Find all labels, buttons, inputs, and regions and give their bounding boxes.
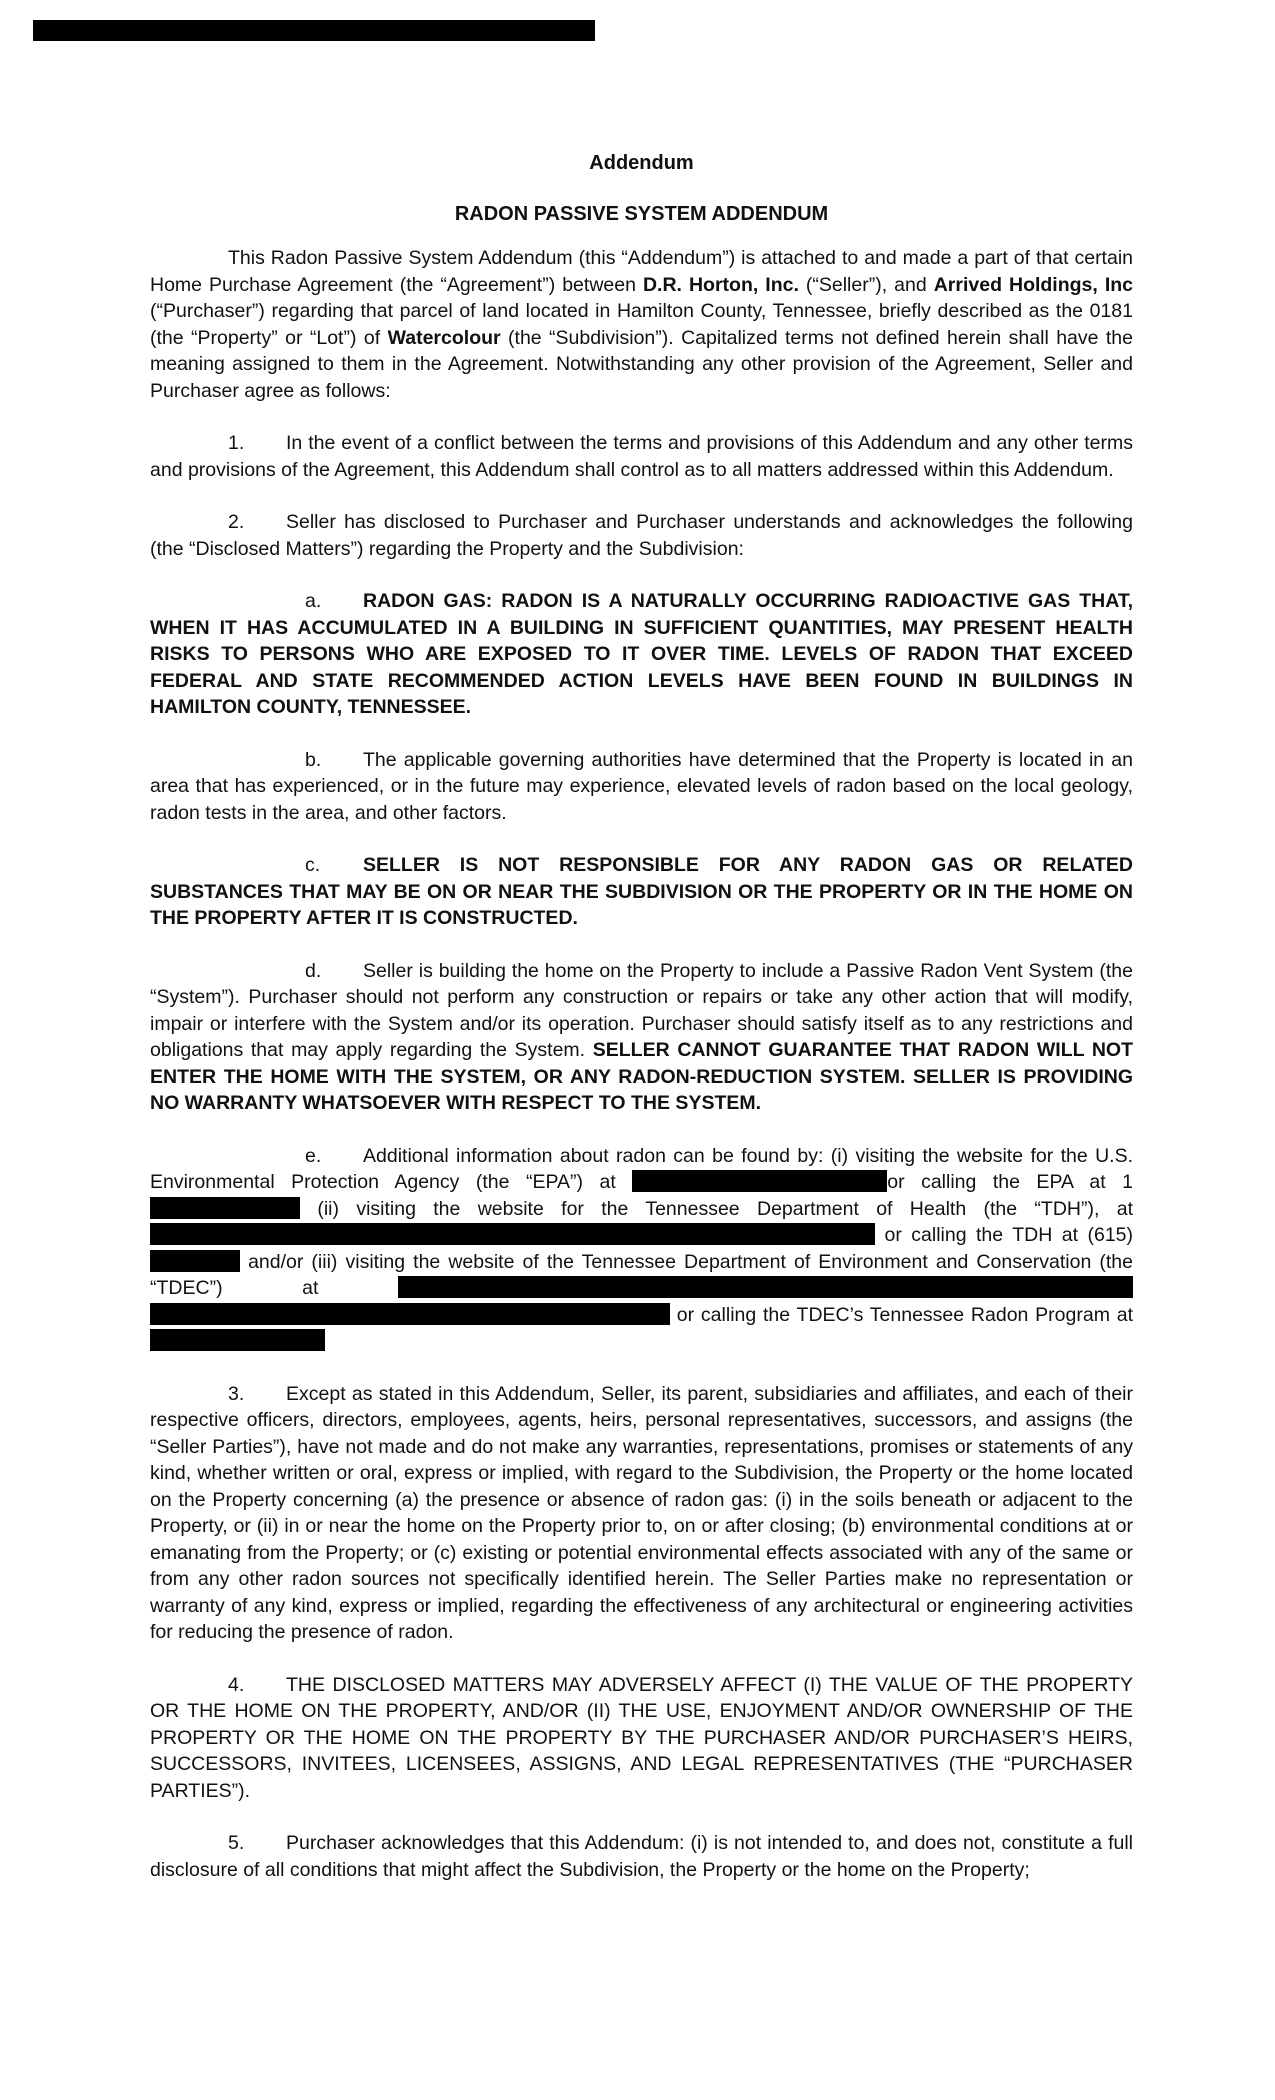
section-2-text: Seller has disclosed to Purchaser and Purchaser understands and acknowledges the following (the “Disclosed Matters”) regarding the Property and the Subdivision: — [150, 511, 1133, 560]
item-e — [150, 1143, 1133, 1355]
intro-paragraph — [150, 245, 1133, 404]
item-c-label: c. — [305, 854, 321, 876]
item-b — [150, 747, 1133, 827]
redacted-tdec-link — [150, 1303, 670, 1325]
item-a — [150, 588, 1133, 721]
section-5-text: Purchaser acknowledges that this Addendum: (i) is not intended to, and does not, constitute a full disclosure of all conditions that might affect the Subdivision, the Property or the home on the Property; — [150, 1832, 1133, 1881]
document-page — [150, 150, 1133, 1909]
section-1 — [150, 430, 1133, 483]
section-5-number: 5. — [228, 1832, 245, 1854]
item-c-text: SELLER IS NOT RESPONSIBLE FOR ANY RADON GAS OR RELATED SUBSTANCES THAT MAY BE ON OR NEAR THE SUBDIVISION OR THE PROPERTY OR IN THE HOME ON THE PROPERTY AFTER IT IS CONSTRUCTED. — [150, 854, 1133, 929]
redacted-tdec-url — [398, 1276, 1133, 1298]
item-d-label: d. — [305, 959, 322, 982]
subdivision-name: Watercolour — [387, 326, 501, 349]
section-4 — [150, 1672, 1133, 1805]
section-3-number: 3. — [228, 1382, 245, 1405]
item-a-text: RADON GAS: RADON IS A NATURALLY OCCURRING RADIOACTIVE GAS THAT, WHEN IT HAS ACCUMULATED IN A BUILDING IN SUFFICIENT QUANTITIES, MAY PRESENT HEALTH RISKS TO PERSONS WHO ARE EXPOSED TO IT OVER TIME. LEVELS OF RADON THAT EXCEED FEDERAL AND STATE RECOMMENDED ACTION LEVELS HAVE BEEN FOUND IN BUILDINGS IN HAMILTON COUNTY, TENNESSEE. — [150, 590, 1133, 718]
redacted-epa-phone — [150, 1197, 300, 1219]
redacted-tdh-url — [150, 1223, 875, 1245]
item-e-text-4: or calling the TDH at (615) — [884, 1224, 1134, 1246]
item-e-text-5: and/or (iii) visiting the website of the Tennessee Department of Environment and Conservation (the “TDEC”) at — [150, 1250, 1133, 1299]
item-d-text: Seller is building the home on the Property to include a Passive Radon Vent System (the “System”). Purchaser should not perform any construction or repairs or take any other action that will modify, impair or interfere with the System and/or its operation. Purchaser should satisfy itself as to any restrictions and obligations that may apply regarding the System. — [150, 959, 1133, 1061]
item-a-label: a. — [305, 590, 322, 612]
addendum-heading: RADON PASSIVE SYSTEM ADDENDUM — [454, 202, 829, 225]
redacted-tdec-phone — [150, 1329, 325, 1351]
section-3 — [150, 1381, 1133, 1646]
seller-name: D.R. Horton, Inc. — [642, 273, 799, 296]
section-5 — [150, 1830, 1133, 1883]
item-e-text-6: or calling the TDEC’s Tennessee Radon Program at — [676, 1303, 1133, 1326]
item-d-warning: SELLER CANNOT GUARANTEE THAT RADON WILL NOT ENTER THE HOME WITH THE SYSTEM, OR ANY RADON-REDUCTION SYSTEM. SELLER IS PROVIDING NO WARRANTY WHATSOEVER WITH RESPECT TO THE SYSTEM. — [150, 1039, 1133, 1114]
section-1-text: In the event of a conflict between the terms and provisions of this Addendum and any other terms and provisions of the Agreement, this Addendum shall control as to all matters addressed within this Addendum. — [150, 432, 1133, 481]
intro-text-1: This Radon Passive System Addendum (this “Addendum”) is attached to and made a part of that certain Home Purchase Agreement (the “Agreement”) between — [150, 247, 1133, 296]
section-1-number: 1. — [228, 432, 245, 454]
document-title: Addendum — [589, 152, 694, 174]
item-e-label: e. — [305, 1144, 322, 1167]
item-e-text-3: (ii) visiting the website for the Tennessee Department of Health (the “TDH”), at — [317, 1197, 1133, 1220]
section-4-text: THE DISCLOSED MATTERS MAY ADVERSELY AFFECT (I) THE VALUE OF THE PROPERTY OR THE HOME ON THE PROPERTY, AND/OR (II) THE USE, ENJOYMENT AND/OR OWNERSHIP OF THE PROPERTY OR THE HOME ON THE PROPERTY BY THE PURCHASER AND/OR PURCHASER’S HEIRS, SUCCESSORS, INVITEES, LICENSEES, ASSIGNS, AND LEGAL REPRESENTATIVES (THE “PURCHASER PARTIES”). — [150, 1673, 1133, 1802]
top-redaction-bar — [33, 20, 595, 41]
section-4-number: 4. — [228, 1673, 245, 1696]
intro-text-2: (“Seller”), and — [805, 273, 927, 296]
item-b-label: b. — [305, 748, 322, 771]
redacted-tdh-phone — [150, 1250, 240, 1272]
section-3-text: Except as stated in this Addendum, Seller, its parent, subsidiaries and affiliates, and each of their respective officers, directors, employees, agents, heirs, personal representatives, successors, and assigns (the “Seller Parties”), have not made and do not make any warranties, representations, promises or statements of any kind, whether written or oral, express or implied, with regard to the Subdivision, the Property or the home located on the Property concerning (a) the presence or absence of radon gas: (i) in the soils beneath or adjacent to the Property, or (ii) in or near the home on the Property prior to, on or after closing; (b) environmental conditions at or emanating from the Property; or (c) existing or potential environmental effects associated with any of the same or from any other radon sources not specifically identified herein. The Seller Parties make no representation or warranty of any kind, express or implied, regarding the effectiveness of any architectural or engineering activities for reducing the presence of radon. — [150, 1382, 1133, 1643]
intro-text-3: (“Purchaser”) regarding that parcel of land located in Hamilton County, Tennessee, briefly described as the 0181 (the “Property” or “Lot”) of — [150, 300, 1133, 349]
purchaser-name: Arrived Holdings, Inc — [933, 273, 1133, 296]
section-2-number: 2. — [228, 511, 245, 533]
item-c — [150, 852, 1133, 932]
section-2 — [150, 509, 1133, 562]
redacted-epa-url — [632, 1170, 887, 1192]
item-d — [150, 958, 1133, 1117]
item-e-text-1: Additional information about radon can be found by: (i) visiting the website for the U.S. Environmental Protection Agency (the “EPA”) at — [150, 1144, 1133, 1193]
intro-text-4: (the “Subdivision”). Capitalized terms not defined herein shall have the meaning assigned to them in the Agreement. Notwithstanding any other provision of the Agreement, Seller and Purchaser agree as follows: — [150, 326, 1133, 402]
item-e-text-2: or calling the EPA at 1 — [887, 1171, 1134, 1193]
item-b-text: The applicable governing authorities have determined that the Property is located in an area that has experienced, or in the future may experience, elevated levels of radon based on the local geology, radon tests in the area, and other factors. — [150, 748, 1133, 824]
